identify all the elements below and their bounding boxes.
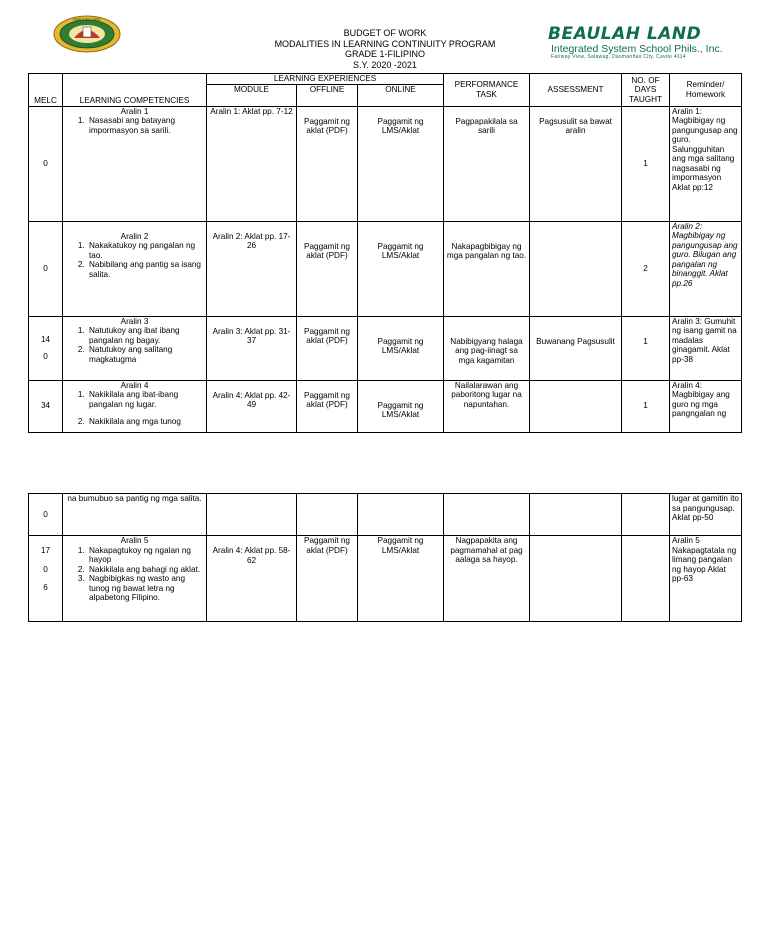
doc-grade: GRADE 1-FILIPINO [344,49,425,59]
table-row [29,106,742,221]
competency-item: 1. Nakakatukoy ng pangalan ng tao. [87,241,204,260]
header-competencies: LEARNING COMPETENCIES [63,74,207,107]
days-cell: 1 [622,316,670,380]
competency-item: 1. Nakapagtukoy ng ngalan ng hayop [87,546,204,565]
reminder-cell: Aralin 1: Magbibigay ng pangungusap ang guro. Salungguhitan ang mga salitang nagsasabi ng impormasyon Aklat pp:12 [670,106,742,221]
module-cell: Aralin 1: Aklat pp. 7-12 [207,106,297,221]
melc-value: 17 [40,546,51,555]
lesson-title: Aralin 3 [120,316,149,326]
competency-cell [63,316,207,380]
school-brand-logo [548,24,748,64]
brand-name: BEAULAH LAND [548,24,702,44]
table-row [29,380,742,432]
budget-of-work-table [28,73,742,433]
assessment-cell [530,380,622,432]
offline-cell: Paggamit ng aklat (PDF) [297,106,358,221]
reminder-cell: lugar at gamitin ito sa pangungusap. Aklat pp-50 [670,494,742,536]
melc-value: 0 [29,106,63,221]
brand-subtitle: Integrated System School Phils., Inc. [551,43,723,55]
module-cell: Aralin 4: Aklat pp. 58-62 [207,536,297,622]
empty-cell [444,494,530,536]
lesson-title: Aralin 5 [120,536,149,545]
online-cell: Paggamit ng LMS/Aklat [358,316,444,380]
doc-title: BUDGET OF WORK [343,28,427,38]
empty-cell [358,494,444,536]
table-row [29,221,742,316]
reminder-cell: Aralin 2: Magbibigay ng pangungusap ang guro. Bilugan ang pangalan ng binanggit. Aklat pp.26 [670,221,742,316]
table-row [29,536,742,622]
header-online: ONLINE [358,84,444,106]
competency-item: 2. Nakikilala ang bahagi ng aklat. [87,565,204,575]
competency-continued: na bumubuo sa pantig ng mga salita. [63,494,207,536]
melc-value: 14 [40,334,51,344]
reminder-cell: Aralin 4: Magbibigay ang guro ng mga pangngalan ng [670,380,742,432]
module-cell: Aralin 3: Aklat pp. 31-37 [207,316,297,380]
table-row [29,494,742,536]
competency-item: 2. Nakikilala ang mga tunog [87,417,204,427]
melc-value: 6 [43,583,48,592]
lesson-title: Aralin 4 [120,380,149,390]
lesson-title: Aralin 1 [120,106,149,116]
online-cell: Paggamit ng LMS/Aklat [358,106,444,221]
header-module: MODULE [207,84,297,106]
school-seal-logo [52,14,122,54]
offline-cell: Paggamit ng aklat (PDF) [297,380,358,432]
table-row [29,316,742,380]
melc-value-group [29,536,63,622]
competency-item: 1. Nakikilala ang ibat-ibang pangalan ng lugar. [87,390,204,409]
online-cell: Paggamit ng LMS/Aklat [358,536,444,622]
offline-cell: Paggamit ng aklat (PDF) [297,316,358,380]
header-reminder: Reminder/ Homework [670,74,742,107]
days-cell: 2 [622,221,670,316]
assessment-cell [530,221,622,316]
competency-item: 2. Natutukoy ang salitang magkatugma [87,345,204,364]
doc-school-year: S.Y. 2020 -2021 [353,59,417,70]
empty-cell [622,494,670,536]
melc-value-group [29,316,63,380]
empty-cell [530,494,622,536]
competency-cell [63,221,207,316]
performance-cell: Nailalarawan ang paboritong lugar na napuntahan. [444,380,530,432]
melc-value: 0 [43,564,48,574]
assessment-cell [530,536,622,622]
competency-item: 3. Nagbibigkas ng wasto ang tunog ng bawat letra ng alpabetong Filipino. [87,574,204,603]
melc-value: 34 [29,380,63,432]
reminder-cell: Aralin 5 Nakapagtatala ng limang pangalan ng hayop Aklat pp-63 [670,536,742,622]
online-cell: Paggamit ng LMS/Aklat [358,380,444,432]
empty-cell [207,494,297,536]
header-offline: OFFLINE [297,84,358,106]
performance-cell: Nakapagbibigay ng mga pangalan ng tao. [444,221,530,316]
competency-cell [63,536,207,622]
competency-cell [63,106,207,221]
online-cell: Paggamit ng LMS/Aklat [358,221,444,316]
header-learning-experiences: LEARNING EXPERIENCES [207,74,444,85]
competency-item: 1. Natutukoy ang ibat ibang pangalan ng bagay. [87,326,204,345]
melc-value: 0 [29,494,63,536]
module-cell: Aralin 4: Aklat pp. 42-49 [207,380,297,432]
days-cell: 1 [622,106,670,221]
budget-of-work-table-continued [28,493,742,622]
module-cell: Aralin 2: Aklat pp. 17-26 [207,221,297,316]
melc-value: 0 [43,352,48,361]
header-days-taught: NO. OF DAYS TAUGHT [622,74,670,107]
brand-address: Fairway View, Salawag, Dasmariñas City, Cavite 4114 [551,54,686,60]
header-performance-task: PERFORMANCE TASK [444,74,530,107]
competency-item: 2. Nabibilang ang pantig sa isang salita. [87,260,204,279]
performance-cell: Nabibigyang halaga ang pag-iinagt sa mga kagamitan [444,316,530,380]
offline-cell: Paggamit ng aklat (PDF) [297,536,358,622]
days-cell: 1 [622,380,670,432]
assessment-cell: Pagsusulit sa bawat aralin [530,106,622,221]
competency-item: 1. Nasasabi ang batayang impormasyon sa sarili. [87,116,204,135]
performance-cell: Nagpapakita ang pagmamahal at pag aalaga sa hayop. [444,536,530,622]
doc-program: MODALITIES IN LEARNING CONTINUITY PROGRAM [274,38,496,49]
melc-value: 0 [29,221,63,316]
offline-cell: Paggamit ng aklat (PDF) [297,221,358,316]
empty-cell [297,494,358,536]
header-melc: MELC [29,74,63,107]
header-assessment: ASSESSMENT [530,74,622,107]
svg-text:BEAULAH LAND: BEAULAH LAND [73,17,101,22]
lesson-title: Aralin 2 [120,231,149,241]
performance-cell: Pagpapakilala sa sarili [444,106,530,221]
days-cell [622,536,670,622]
reminder-cell: Aralin 3: Gumuhit ng isang gamit na madalas ginagamit. Aklat pp-38 [670,316,742,380]
competency-cell [63,380,207,432]
assessment-cell: Buwanang Pagsusulit [530,316,622,380]
